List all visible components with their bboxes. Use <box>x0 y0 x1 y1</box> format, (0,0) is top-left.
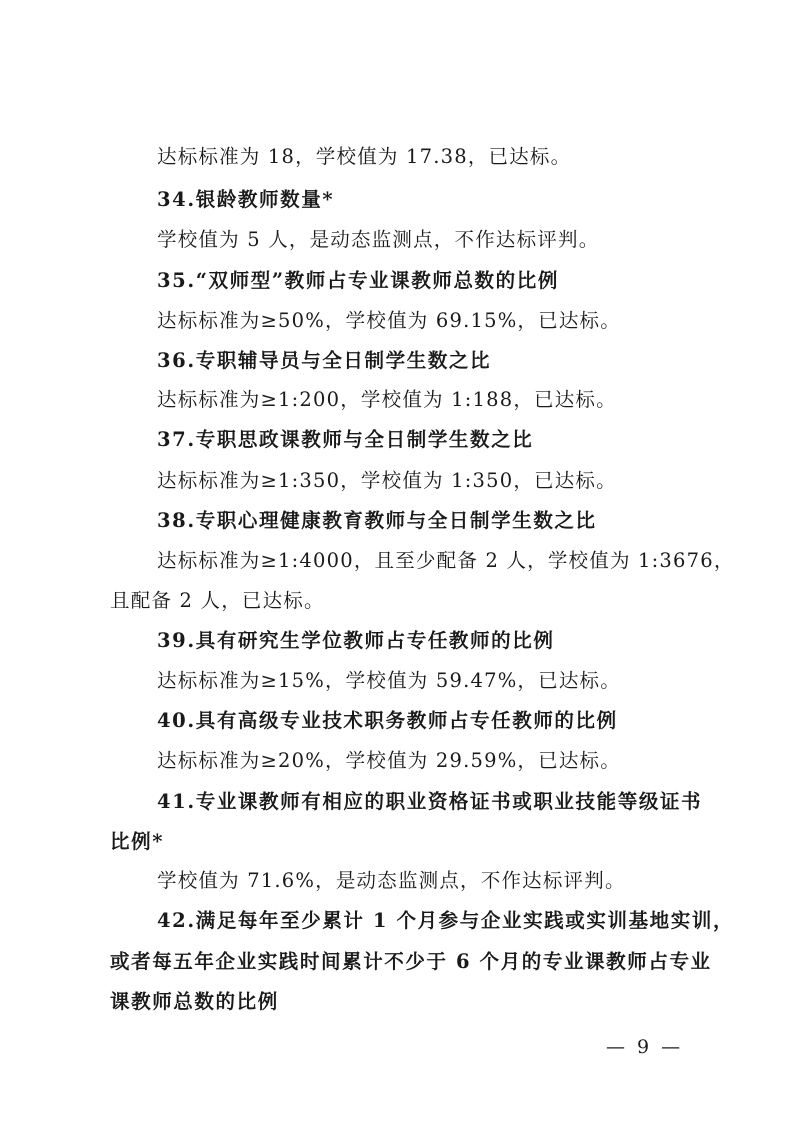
body-line: 达标标准为≥1:4000，且至少配备 2 人，学校值为 1:3676， <box>157 549 735 572</box>
section-heading-36: 36.专职辅导员与全日制学生数之比 <box>157 349 492 372</box>
section-heading-40: 40.具有高级专业技术职务教师占专任教师的比例 <box>157 709 618 732</box>
section-heading-42: 42.满足每年至少累计 1 个月参与企业实践或实训基地实训， <box>157 909 735 932</box>
body-line: 达标标准为≥15%，学校值为 59.47%，已达标。 <box>157 669 621 692</box>
section-heading-42-continued: 课教师总数的比例 <box>110 990 279 1013</box>
section-heading-42-continued: 或者每五年企业实践时间累计不少于 6 个月的专业课教师占专业 <box>110 950 712 973</box>
body-line: 学校值为 71.6%，是动态监测点，不作达标评判。 <box>157 869 626 892</box>
body-line: 达标标准为 18，学校值为 17.38，已达标。 <box>157 145 572 168</box>
section-heading-34: 34.银龄教师数量* <box>157 188 335 211</box>
body-line: 学校值为 5 人，是动态监测点，不作达标评判。 <box>157 228 600 251</box>
section-heading-39: 39.具有研究生学位教师占专任教师的比例 <box>157 629 555 652</box>
body-line: 达标标准为≥50%，学校值为 69.15%，已达标。 <box>157 309 621 332</box>
section-heading-37: 37.专职思政课教师与全日制学生数之比 <box>157 428 534 451</box>
page-number: — 9 — <box>606 1036 684 1058</box>
section-heading-35: 35.“双师型”教师占专业课教师总数的比例 <box>157 269 559 292</box>
body-line: 达标标准为≥1:200，学校值为 1:188，已达标。 <box>157 388 617 411</box>
section-heading-38: 38.专职心理健康教育教师与全日制学生数之比 <box>157 509 597 532</box>
section-heading-41: 41.专业课教师有相应的职业资格证书或职业技能等级证书 <box>157 790 703 813</box>
body-line: 达标标准为≥20%，学校值为 29.59%，已达标。 <box>157 749 621 772</box>
section-heading-41-continued: 比例* <box>110 830 164 853</box>
body-line: 达标标准为≥1:350，学校值为 1:350，已达标。 <box>157 469 617 492</box>
body-line-continued: 且配备 2 人，已达标。 <box>110 589 325 612</box>
